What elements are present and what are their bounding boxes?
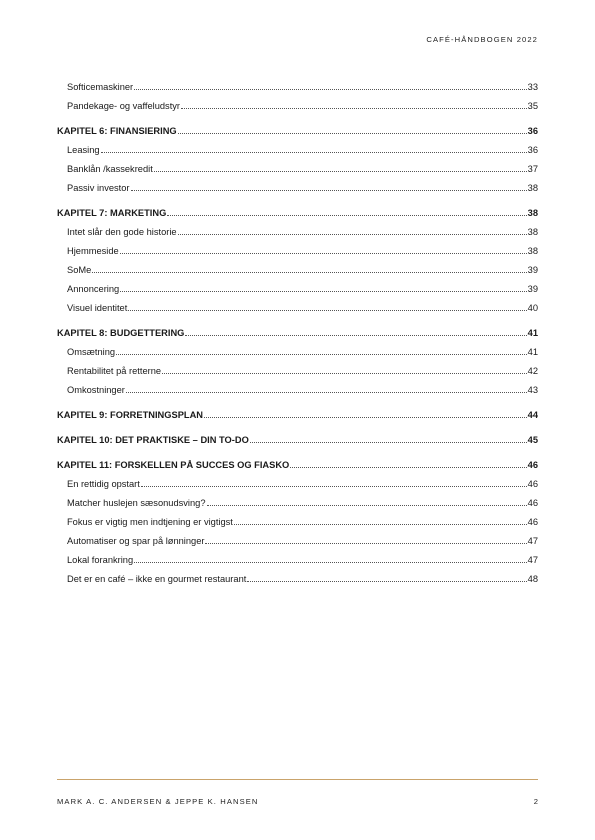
toc-entry-page: 36 (527, 145, 538, 155)
toc-entry[interactable] (57, 381, 538, 400)
dot-leader (205, 543, 526, 544)
toc-entry-label: Rentabilitet på retterne (67, 366, 162, 376)
toc-entry-page: 47 (527, 536, 538, 546)
toc-entry-label: Automatiser og spar på lønninger (67, 536, 205, 546)
dot-leader (131, 190, 527, 191)
dot-leader (116, 354, 527, 355)
toc-entry-label: KAPITEL 8: BUDGETTERING (57, 328, 185, 338)
dot-leader (290, 467, 526, 468)
toc-entry[interactable] (57, 343, 538, 362)
dot-leader (178, 133, 527, 134)
toc-entry-page: 38 (527, 208, 538, 218)
toc-entry-label: En rettidig opstart (67, 479, 140, 489)
toc-entry-label: KAPITEL 9: FORRETNINGSPLAN (57, 410, 204, 420)
toc-entry[interactable] (57, 362, 538, 381)
toc-entry[interactable] (57, 532, 538, 551)
toc-entry-label: Omkostninger (67, 385, 125, 395)
dot-leader (250, 442, 527, 443)
toc-entry-page: 38 (527, 227, 538, 237)
toc-chapter-entry[interactable] (57, 406, 538, 425)
dot-leader (134, 89, 527, 90)
dot-leader (141, 486, 527, 487)
toc-entry[interactable] (57, 299, 538, 318)
toc-entry-page: 39 (527, 265, 538, 275)
toc-entry-page: 48 (527, 574, 538, 584)
toc-entry[interactable] (57, 97, 538, 116)
toc-entry-label: Passiv investor (67, 183, 130, 193)
toc-chapter-entry[interactable] (57, 204, 538, 223)
toc-entry-label: SoMe (67, 265, 92, 275)
toc-chapter-entry[interactable] (57, 122, 538, 141)
dot-leader (162, 373, 527, 374)
dot-leader (92, 272, 526, 273)
toc-entry[interactable] (57, 494, 538, 513)
toc-entry-label: Omsætning (67, 347, 116, 357)
toc-entry-page: 40 (527, 303, 538, 313)
toc-entry-label: KAPITEL 10: DET PRAKTISKE – DIN TO-DO (57, 435, 249, 445)
toc-entry-page: 41 (527, 347, 538, 357)
toc-entry-page: 33 (527, 82, 538, 92)
toc-entry[interactable] (57, 280, 538, 299)
toc-entry[interactable] (57, 570, 538, 589)
dot-leader (120, 253, 527, 254)
dot-leader (207, 505, 527, 506)
toc-entry-page: 43 (527, 385, 538, 395)
dot-leader (247, 581, 526, 582)
toc-entry-label: Banklån /kassekredit (67, 164, 153, 174)
dot-leader (185, 335, 526, 336)
toc-entry[interactable] (57, 242, 538, 261)
footer-page-number: 2 (533, 797, 538, 806)
dot-leader (234, 524, 527, 525)
toc-entry[interactable] (57, 160, 538, 179)
toc-entry-page: 36 (527, 126, 538, 136)
toc-entry[interactable] (57, 261, 538, 280)
toc-entry-label: Hjemmeside (67, 246, 119, 256)
toc-entry-page: 44 (527, 410, 538, 420)
toc-entry-page: 47 (527, 555, 538, 565)
toc-entry[interactable] (57, 223, 538, 242)
toc-entry-page: 45 (527, 435, 538, 445)
dot-leader (128, 310, 526, 311)
toc-entry[interactable] (57, 141, 538, 160)
toc-chapter-entry[interactable] (57, 456, 538, 475)
running-header: CAFÉ-HÅNDBOGEN 2022 (426, 35, 538, 44)
toc-entry-page: 46 (527, 498, 538, 508)
toc-entry[interactable] (57, 78, 538, 97)
toc-entry[interactable] (57, 513, 538, 532)
toc-entry-page: 46 (527, 479, 538, 489)
toc-entry-page: 46 (527, 460, 538, 470)
dot-leader (204, 417, 527, 418)
toc-entry-page: 38 (527, 183, 538, 193)
toc-entry-page: 41 (527, 328, 538, 338)
toc-entry-label: Leasing (67, 145, 100, 155)
toc-entry-label: KAPITEL 11: FORSKELLEN PÅ SUCCES OG FIASKO (57, 460, 290, 470)
dot-leader (120, 291, 526, 292)
toc-entry-label: Det er en café – ikke en gourmet restaurant (67, 574, 247, 584)
toc-entry-page: 46 (527, 517, 538, 527)
toc-entry-label: Visuel identitet (67, 303, 128, 313)
footer-rule (57, 779, 538, 780)
dot-leader (101, 152, 527, 153)
toc-chapter-entry[interactable] (57, 324, 538, 343)
toc-entry[interactable] (57, 551, 538, 570)
dot-leader (134, 562, 527, 563)
toc-entry-label: KAPITEL 6: FINANSIERING (57, 126, 177, 136)
toc-chapter-entry[interactable] (57, 431, 538, 450)
toc-entry-page: 42 (527, 366, 538, 376)
dot-leader (167, 215, 526, 216)
toc-entry[interactable] (57, 179, 538, 198)
toc-entry-page: 38 (527, 246, 538, 256)
table-of-contents (57, 78, 538, 589)
toc-entry-label: Intet slår den gode historie (67, 227, 177, 237)
footer-authors: MARK A. C. ANDERSEN & JEPPE K. HANSEN (57, 797, 259, 806)
toc-entry-label: Annoncering (67, 284, 120, 294)
toc-entry-label: Fokus er vigtig men indtjening er vigtigst (67, 517, 233, 527)
dot-leader (154, 171, 527, 172)
toc-entry-page: 35 (527, 101, 538, 111)
toc-entry-page: 37 (527, 164, 538, 174)
dot-leader (178, 234, 527, 235)
toc-entry-label: Matcher huslejen sæsonudsving? (67, 498, 206, 508)
toc-entry-label: KAPITEL 7: MARKETING (57, 208, 167, 218)
toc-entry-label: Lokal forankring (67, 555, 134, 565)
toc-entry-page: 39 (527, 284, 538, 294)
dot-leader (126, 392, 527, 393)
toc-entry-label: Pandekage- og vaffeludstyr (67, 101, 181, 111)
toc-entry-label: Softicemaskiner (67, 82, 134, 92)
dot-leader (181, 108, 527, 109)
toc-entry[interactable] (57, 475, 538, 494)
